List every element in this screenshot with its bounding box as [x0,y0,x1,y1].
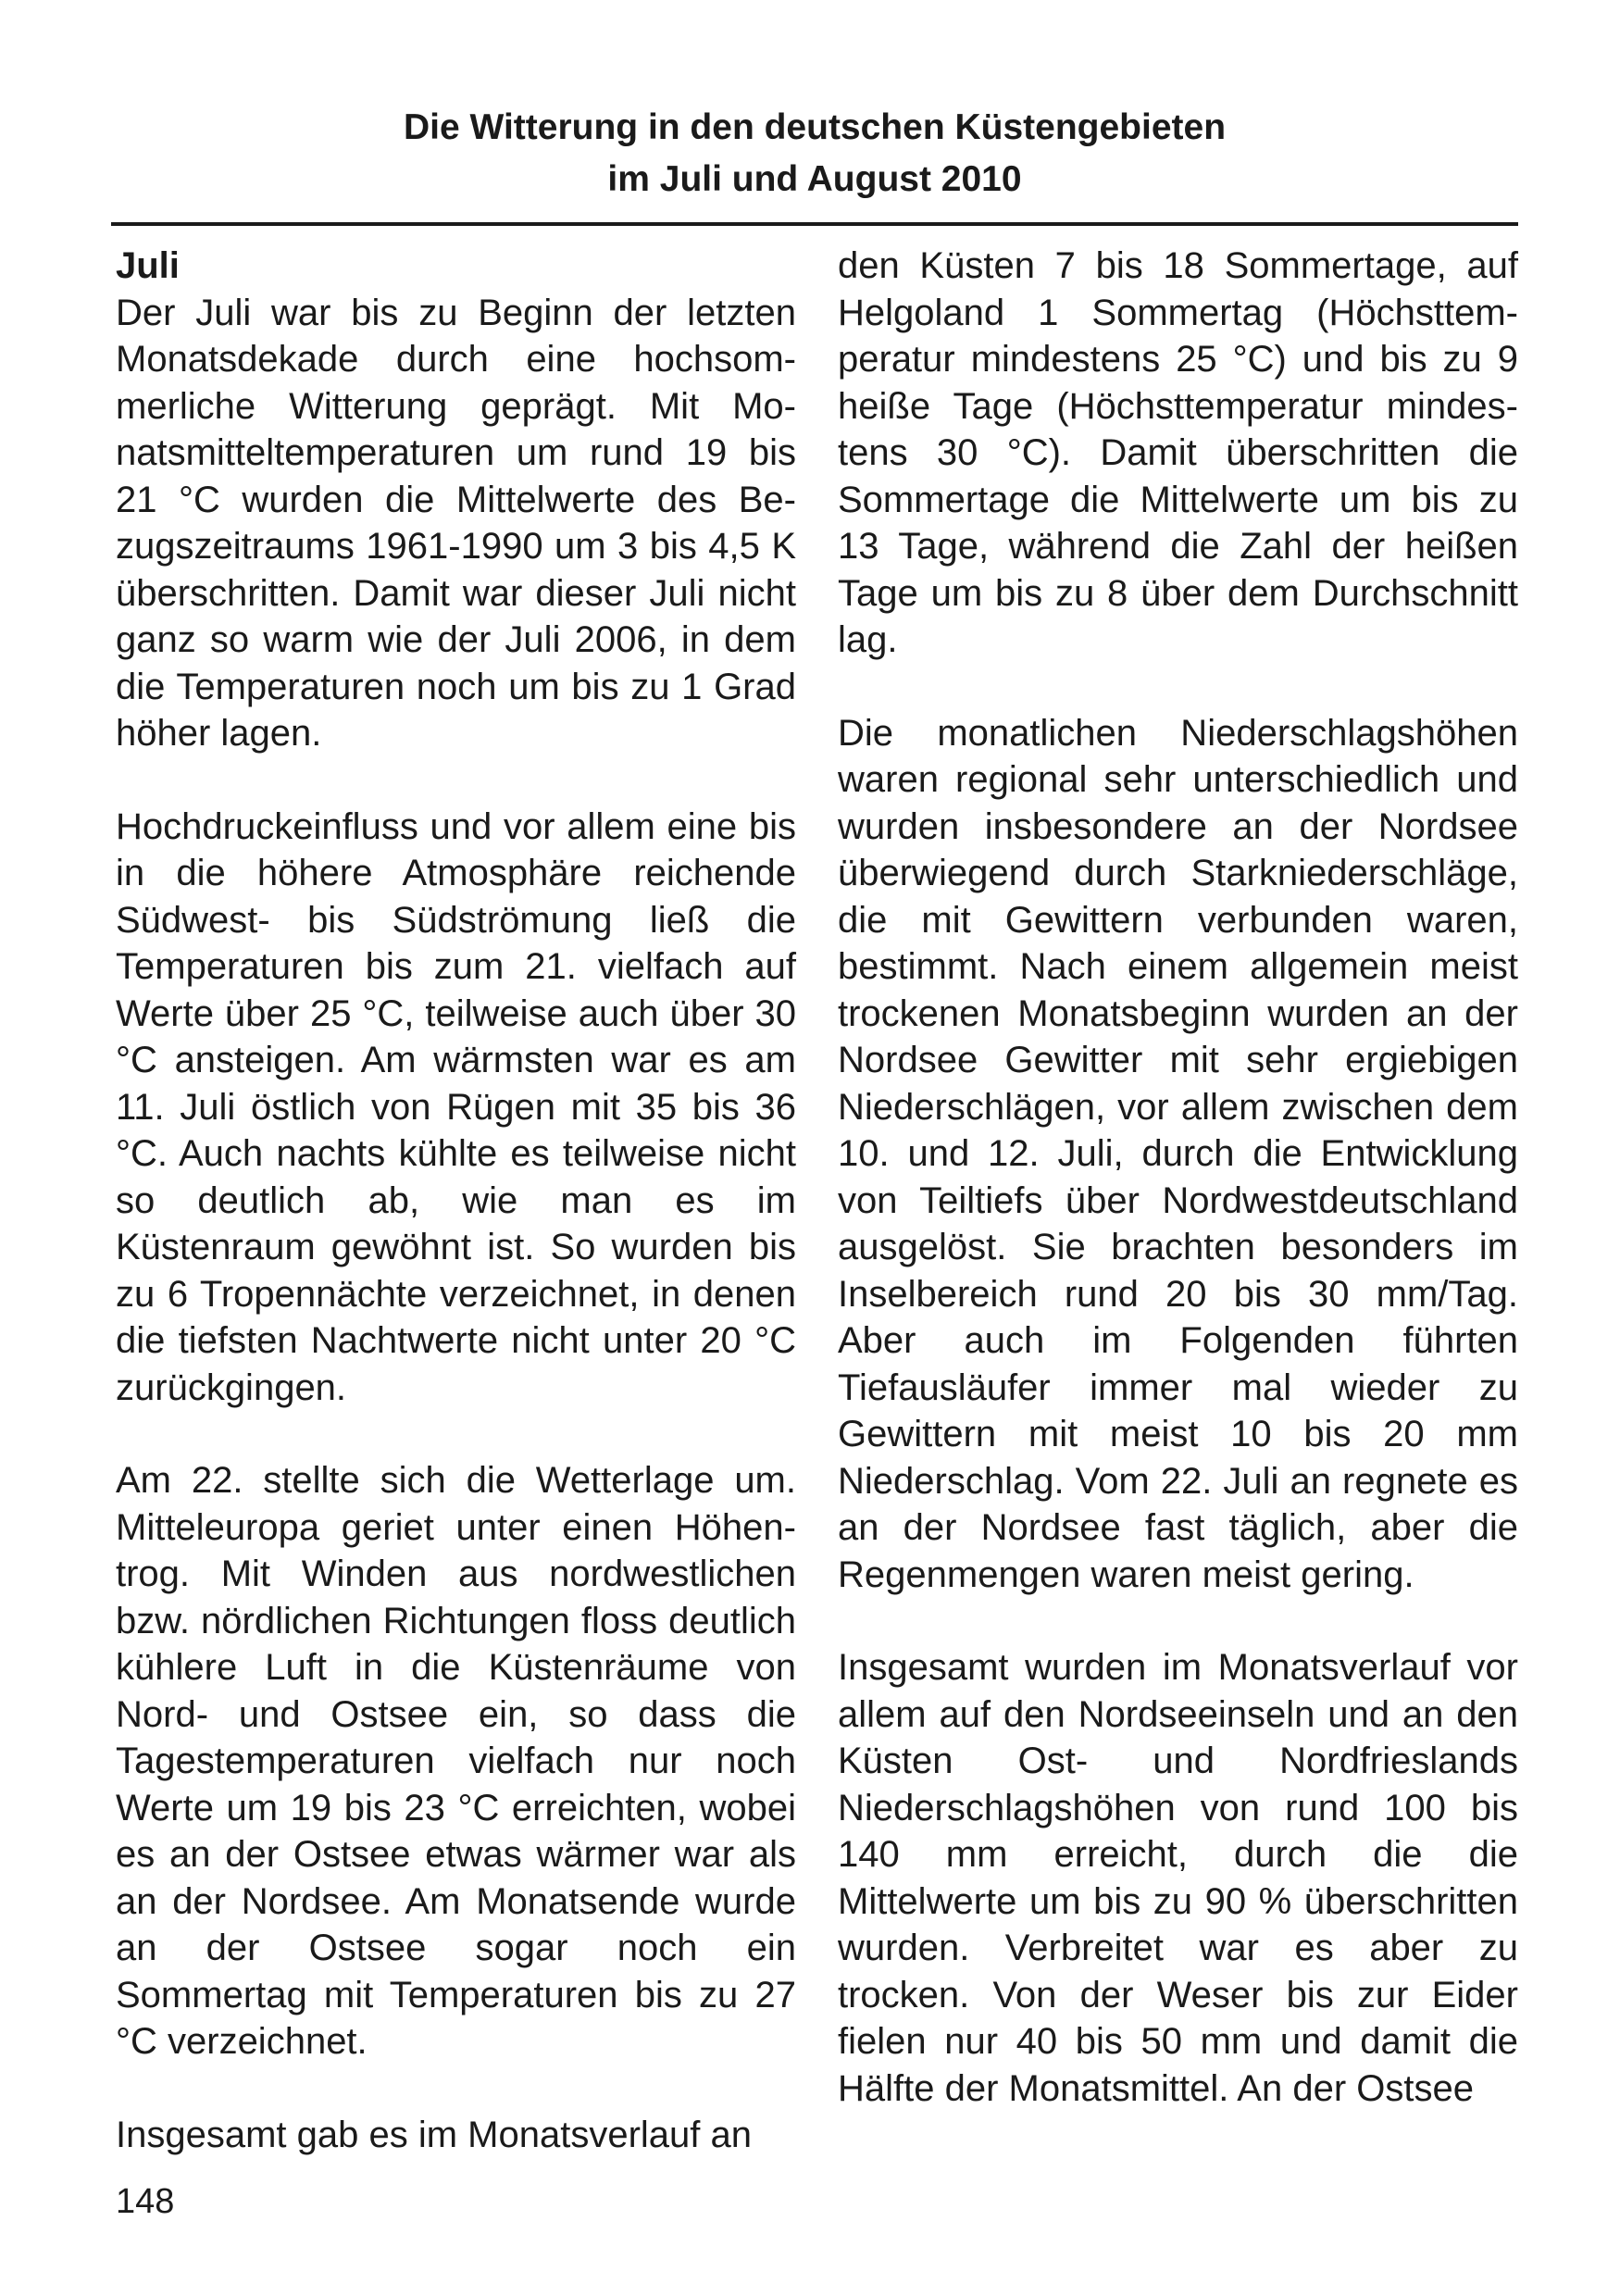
paragraph: Die monatlichen Niederschlagshöhen waren regional sehr unterschiedlich und wurden insbesondere an der Nordsee überwiegend durch Starkniederschläge, die mit Gewittern verbunden waren, bestimmt. Nach einem allgemein meist trockenen Monatsbeginn wurden an der Nordsee Gewitter mit sehr ergiebigen Niederschlägen, vor allem zwischen dem 10. und 12. Juli, durch die Entwicklung von Teiltiefs über Nordwestdeutschland ausgelöst. Sie brachten besonders im Inselbereich rund 20 bis 30 mm/Tag. Aber auch im Folgenden führten Tiefausläufer immer mal wieder zu Gewittern mit meist 10 bis 20 mm Niederschlag. Vom 22. Juli an regnete es an der Nordsee fast täglich, aber die Regenmengen waren meist gering. [838,712,1518,1595]
paragraph-continued: Insgesamt gab es im Monatsverlauf an [116,2114,753,2155]
paragraph: Am 22. stellte sich die Wetterlage um. Mitteleuropa geriet unter einen Höhentrog. Mit Winden aus nordwestlichen bzw. nördlichen Richtungen floss deutlich kühlere Luft in die Küstenräume von Nord- und Ostsee ein, so dass die Tagestemperaturen vielfach nur noch Werte um 19 bis 23 °C erreichten, wobei es an der Ostsee etwas wärmer war als an der Nordsee. Am Monatsende wurde an der Ostsee sogar noch ein Sommertag mit Temperaturen bis zu 27 °C verzeichnet. [116,1460,796,2062]
page-title-line-1: Die Witterung in den deutschen Küstengebieten [403,107,1227,147]
section-heading-juli: Juli [116,245,180,286]
left-column [116,243,796,2158]
page-header [116,102,1514,206]
paragraph [116,243,796,757]
header-rule [111,222,1518,226]
paragraph-text: Der Juli war bis zu Beginn der letzten Monatsdekade durch eine hochsommerliche Witterung geprägt. Mit Monatsmitteltemperaturen um rund 19 bis 21 °C wurden die Mittelwerte des Bezugszeitraums 1961-1990 um 3 bis 4,5 K überschritten. Damit war dieser Juli nicht ganz so warm wie der Juli 2006, in dem die Temperaturen noch um bis zu 1 Grad höher lagen. [116,292,796,754]
paragraph: den Küsten 7 bis 18 Sommertage, auf Helgoland 1 Sommertag (Höchsttemperatur mindestens 25 °C) und bis zu 9 heiße Tage (Höchsttemperatur mindestens 30 °C). Damit überschritten die Sommertage die Mittelwerte um bis zu 13 Tage, während die Zahl der heißen Tage um bis zu 8 über dem Durchschnitt lag. [838,245,1518,660]
paragraph: Hochdruckeinfluss und vor allem eine bis in die höhere Atmosphäre reichende Südwest- bis Südströmung ließ die Temperaturen bis zum 21. vielfach auf Werte über 25 °C, teilweise auch über 30 °C ansteigen. Am wärmsten war es am 11. Juli östlich von Rügen mit 35 bis 36 °C. Auch nachts kühlte es teilweise nicht so deutlich ab, wie man es im Küstenraum gewöhnt ist. So wurden bis zu 6 Tropennächte verzeichnet, in denen die tiefsten Nachtwerte nicht unter 20 °C zurückgingen. [116,805,796,1408]
right-column [838,243,1518,2112]
paragraph-continued: Insgesamt wurden im Monatsverlauf vor allem auf den Nordseeinseln und an den Küsten Ost- und Nordfrieslands Niederschlagshöhen von rund 100 bis 140 mm erreicht, durch die die Mittelwerte um bis zu 90 % überschritten wurden. Verbreitet war es aber zu trocken. Von der Weser bis zur Eider fielen nur 40 bis 50 mm und damit die Hälfte der Monatsmittel. An der Ostsee [838,1647,1518,2109]
page-title-line-2: im Juli und August 2010 [607,159,1022,199]
page-number: 148 [116,2182,175,2221]
